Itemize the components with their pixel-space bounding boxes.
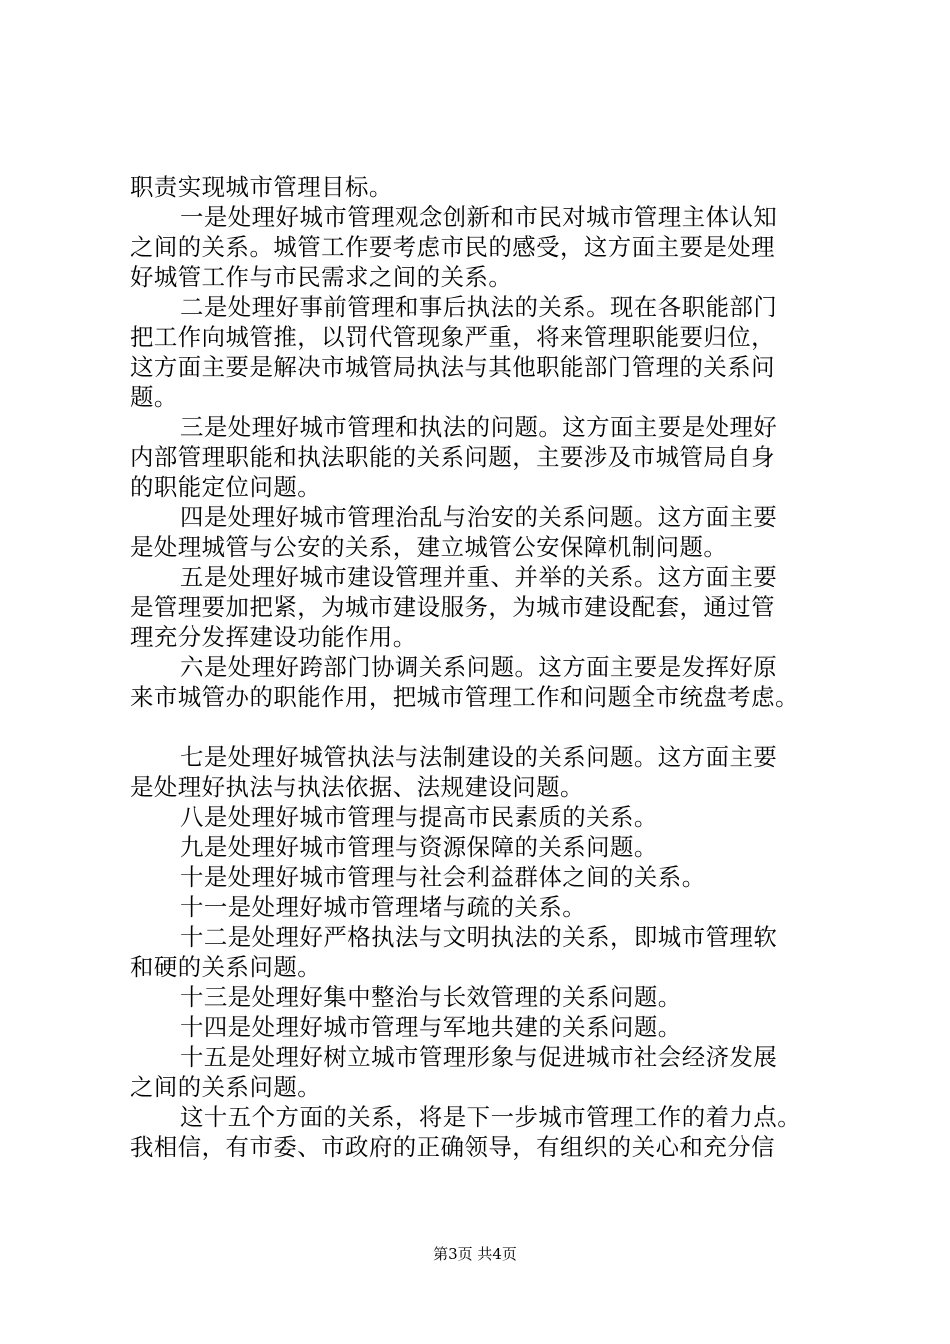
text-line: 把工作向城管推，以罚代管现象严重，将来管理职能要归位， bbox=[130, 323, 776, 351]
text-line: 的职能定位问题。 bbox=[130, 473, 322, 501]
text-line: 题。 bbox=[130, 383, 178, 411]
closing-paragraph-line: 这十五个方面的关系，将是下一步城市管理工作的着力点。 bbox=[180, 1103, 802, 1131]
paragraph-6-line: 六是处理好跨部门协调关系问题。这方面主要是发挥好原 bbox=[180, 653, 778, 681]
text-line: 是处理好执法与执法依据、法规建设问题。 bbox=[130, 773, 584, 801]
blank-line bbox=[130, 712, 835, 742]
text-line: 和硬的关系问题。 bbox=[130, 953, 322, 981]
paragraph-8-line: 八是处理好城市管理与提高市民素质的关系。 bbox=[180, 803, 658, 831]
paragraph-2-line: 二是处理好事前管理和事后执法的关系。现在各职能部门 bbox=[180, 293, 778, 321]
paragraph-3-line: 三是处理好城市管理和执法的问题。这方面主要是处理好 bbox=[180, 413, 778, 441]
paragraph-10-line: 十是处理好城市管理与社会利益群体之间的关系。 bbox=[180, 863, 706, 891]
paragraph-12-line: 十二是处理好严格执法与文明执法的关系，即城市管理软 bbox=[180, 923, 778, 951]
paragraph-5-line: 五是处理好城市建设管理并重、并举的关系。这方面主要 bbox=[180, 563, 778, 591]
page-number-footer: 第3页 共4页 bbox=[433, 1245, 517, 1263]
paragraph-11-line: 十一是处理好城市管理堵与疏的关系。 bbox=[180, 893, 587, 921]
text-line: 是处理城管与公安的关系，建立城管公安保障机制问题。 bbox=[130, 533, 728, 561]
text-line: 这方面主要是解决市城管局执法与其他职能部门管理的关系问 bbox=[130, 353, 776, 381]
text-line: 内部管理职能和执法职能的关系问题，主要涉及市城管局自身 bbox=[130, 443, 776, 471]
paragraph-7-line: 七是处理好城管执法与法制建设的关系问题。这方面主要 bbox=[180, 743, 778, 771]
document-body bbox=[130, 172, 835, 1162]
text-line: 之间的关系问题。 bbox=[130, 1073, 322, 1101]
text-line: 来市城管办的职能作用，把城市管理工作和问题全市统盘考虑。 bbox=[130, 683, 799, 711]
text-line: 之间的关系。城管工作要考虑市民的感受，这方面主要是处理 bbox=[130, 233, 776, 261]
paragraph-13-line: 十三是处理好集中整治与长效管理的关系问题。 bbox=[180, 983, 682, 1011]
paragraph-4-line: 四是处理好城市管理治乱与治安的关系问题。这方面主要 bbox=[180, 503, 778, 531]
paragraph-14-line: 十四是处理好城市管理与军地共建的关系问题。 bbox=[180, 1013, 682, 1041]
text-line: 我相信，有市委、市政府的正确领导，有组织的关心和充分信 bbox=[130, 1133, 776, 1161]
paragraph-9-line: 九是处理好城市管理与资源保障的关系问题。 bbox=[180, 833, 658, 861]
paragraph-15-line: 十五是处理好树立城市管理形象与促进城市社会经济发展 bbox=[180, 1043, 778, 1071]
text-line: 职责实现城市管理目标。 bbox=[130, 173, 393, 201]
text-line: 好城管工作与市民需求之间的关系。 bbox=[130, 263, 513, 291]
paragraph-1-line: 一是处理好城市管理观念创新和市民对城市管理主体认知 bbox=[180, 203, 778, 231]
text-line: 是管理要加把紧，为城市建设服务，为城市建设配套，通过管 bbox=[130, 593, 776, 621]
text-line: 理充分发挥建设功能作用。 bbox=[130, 623, 417, 651]
